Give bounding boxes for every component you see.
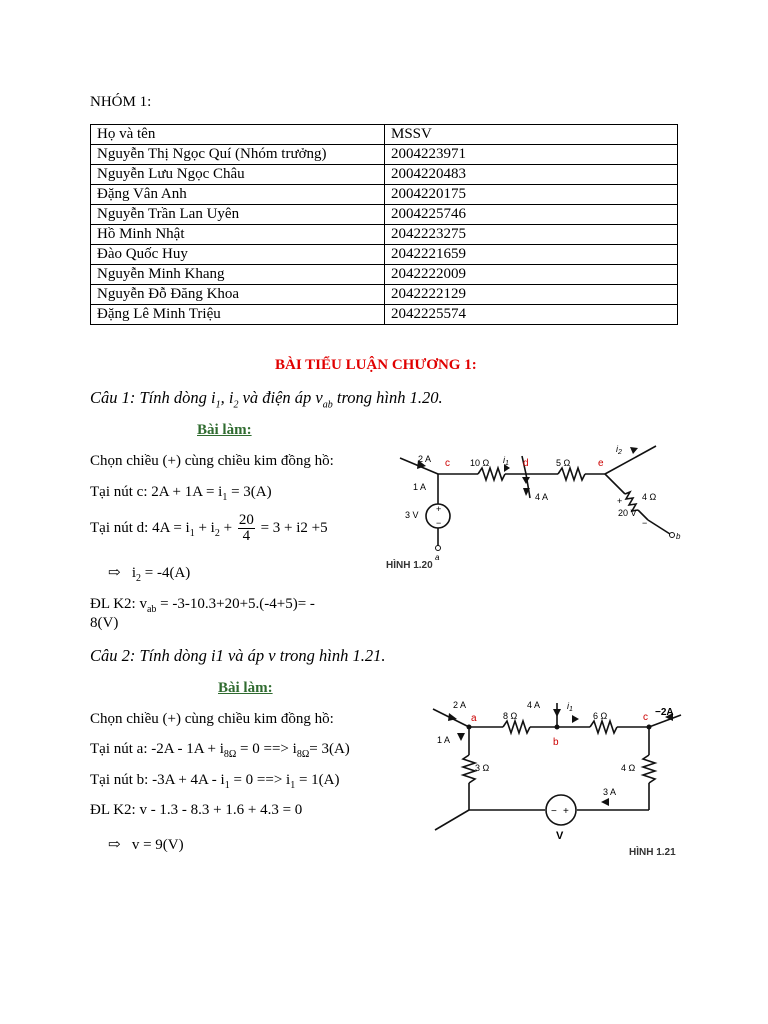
fraction: $\frac{20}{4}$ xyxy=(238,512,254,544)
table-row xyxy=(91,145,678,165)
node-a-label: a xyxy=(471,713,477,724)
label-v: V xyxy=(556,830,564,842)
student-id: 2004220175 xyxy=(385,185,678,205)
label-i1: $i_1$ xyxy=(567,701,573,713)
label-3v: 3 V xyxy=(405,510,419,520)
member-name: Hồ Minh Nhật xyxy=(91,225,385,245)
members-table xyxy=(90,124,678,325)
q2-line-v: ⇨ v = 9(V) xyxy=(108,837,184,853)
table-row xyxy=(91,205,678,225)
student-id: 2004223971 xyxy=(385,145,678,165)
label-2a: 2 A xyxy=(453,700,467,710)
node-c-label: c xyxy=(643,712,648,723)
label-8-ohm: 8 Ω xyxy=(503,711,518,721)
svg-text:−: − xyxy=(551,806,557,817)
q1-line-node-d: Tại nút d: $4A = i_1 + i_2$ + $\frac{20}{4}$ = 3 + i2 +5 xyxy=(90,512,328,544)
solution-label-2: Bài làm: xyxy=(218,680,273,696)
label-1a: 1 A xyxy=(413,482,427,492)
solution-label-1: Bài làm: xyxy=(197,422,252,438)
table-row xyxy=(91,285,678,305)
label-6-ohm: 6 Ω xyxy=(593,711,608,721)
member-name: Nguyễn Đỗ Đăng Khoa xyxy=(91,285,385,305)
student-id: 2004225746 xyxy=(385,205,678,225)
svg-text:+: + xyxy=(436,504,442,514)
student-id: 2004220483 xyxy=(385,165,678,185)
svg-text:−: − xyxy=(642,518,648,528)
q2-line-direction: Chọn chiều (+) cùng chiều kim đồng hồ: xyxy=(90,711,334,727)
student-id: 2042223275 xyxy=(385,225,678,245)
label-4a: 4 A xyxy=(535,492,549,502)
label-5-ohm: 5 Ω xyxy=(556,458,571,468)
label-4-ohm: 4 Ω xyxy=(642,492,657,502)
question-1: Câu 1: Tính dòng $i_1$, $i_2$ và điện áp $v_{ab}$ trong hình 1.20. xyxy=(90,388,443,411)
student-id: 2042222009 xyxy=(385,265,678,285)
label-3a: 3 A xyxy=(603,787,617,797)
caption-1-21: HÌNH 1.21 xyxy=(629,847,676,858)
member-name: Đặng Lê Minh Triệu xyxy=(91,305,385,325)
table-row xyxy=(91,265,678,285)
table-row xyxy=(91,225,678,245)
circuit-figure-1-21 xyxy=(425,695,690,865)
student-id: 2042225574 xyxy=(385,305,678,325)
member-name: Nguyễn Trần Lan Uyên xyxy=(91,205,385,225)
node-d-label: d xyxy=(523,458,529,469)
svg-text:+: + xyxy=(617,496,623,506)
header-student-id: MSSV xyxy=(385,125,678,145)
member-name: Nguyễn Thị Ngọc Quí (Nhóm trưởng) xyxy=(91,145,385,165)
table-row xyxy=(91,165,678,185)
node-b-label: b xyxy=(553,737,559,748)
q2-line-node-a: Tại nút a: $-2A - 1A + i_{8\Omega} = 0$ ==> $i_{8\Omega}= 3(A)$ xyxy=(90,741,350,760)
label-i2: $i_2$ xyxy=(616,444,622,456)
svg-text:+: + xyxy=(563,806,569,817)
table-row xyxy=(91,245,678,265)
caption-1-20: HÌNH 1.20 xyxy=(386,560,433,571)
node-a-label: a xyxy=(435,553,440,562)
label-minus-2a: −2A xyxy=(655,707,674,718)
q1-line-kvl-cont: 8(V) xyxy=(90,615,119,631)
q1-line-node-c: Tại nút c: $2A + 1A = i_1 = 3(A)$ xyxy=(90,484,272,503)
student-id: 2042222129 xyxy=(385,285,678,305)
member-name: Đặng Vân Anh xyxy=(91,185,385,205)
essay-title: BÀI TIỂU LUẬN CHƯƠNG 1: xyxy=(275,357,477,373)
label-i1: $i_1$ xyxy=(503,455,509,467)
implies-arrow-icon: ⇨ xyxy=(108,565,121,581)
label-20v: 20 V xyxy=(618,508,637,518)
node-b-label: b xyxy=(676,532,681,541)
member-name: Nguyễn Minh Khang xyxy=(91,265,385,285)
table-row xyxy=(91,305,678,325)
header-name: Họ và tên xyxy=(91,125,385,145)
label-3-ohm: 3 Ω xyxy=(475,763,490,773)
q1-line-i2: ⇨ $i_2 = -4(A)$ xyxy=(108,565,191,584)
circuit-figure-1-20 xyxy=(380,436,690,576)
label-10-ohm: 10 Ω xyxy=(470,458,490,468)
q2-line-node-b: Tại nút b: $-3A + 4A - i_1 = 0$ ==> $i_1 = 1(A)$ xyxy=(90,772,340,791)
q1-line-direction: Chọn chiều (+) cùng chiều kim đồng hồ: xyxy=(90,453,334,469)
student-id: 2042221659 xyxy=(385,245,678,265)
group-title: NHÓM 1: xyxy=(90,94,152,110)
member-name: Đào Quốc Huy xyxy=(91,245,385,265)
member-name: Nguyễn Lưu Ngọc Châu xyxy=(91,165,385,185)
node-c-label: c xyxy=(445,458,450,469)
table-header-row xyxy=(91,125,678,145)
q2-line-kvl: ĐL K2: v - 1.3 - 8.3 + 1.6 + 4.3 = 0 xyxy=(90,802,303,818)
label-4-ohm: 4 Ω xyxy=(621,763,636,773)
implies-arrow-icon: ⇨ xyxy=(108,837,121,853)
svg-text:−: − xyxy=(436,518,442,528)
q1-line-kvl: ĐL K2: $v_{ab} = -3-10.3+20+5.(-4+5)=$ - xyxy=(90,596,315,615)
label-1a: 1 A xyxy=(437,735,451,745)
table-row xyxy=(91,185,678,205)
question-2: Câu 2: Tính dòng i1 và áp v trong hình 1.21. xyxy=(90,646,386,665)
label-2a: 2 A xyxy=(418,454,432,464)
node-e-label: e xyxy=(598,458,604,469)
label-4a: 4 A xyxy=(527,700,541,710)
